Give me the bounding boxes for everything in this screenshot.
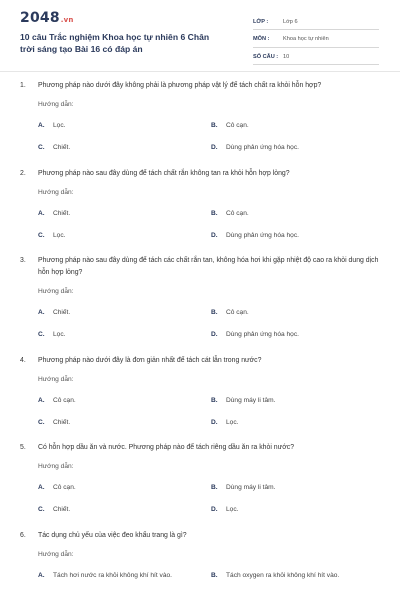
question-number: 5. xyxy=(20,444,26,451)
meta-label: MÔN : xyxy=(253,36,270,42)
page-header xyxy=(0,0,400,64)
option-d[interactable] xyxy=(211,142,384,154)
option-key: C. xyxy=(38,418,45,426)
option-b[interactable] xyxy=(211,482,384,494)
document-title: 10 câu Trắc nghiệm Khoa học tự nhiên 6 Chân trời sáng tạo Bài 16 có đáp án xyxy=(20,32,210,54)
question-header xyxy=(0,255,400,279)
option-key: C. xyxy=(38,331,45,338)
option-text: Cô cạn. xyxy=(226,122,249,129)
option-key: B. xyxy=(211,122,218,129)
question-item xyxy=(0,168,400,242)
answer-options xyxy=(0,208,400,242)
guide-label: Hướng dẫn: xyxy=(38,101,74,108)
option-b[interactable] xyxy=(211,208,384,220)
meta-row-count xyxy=(253,49,379,65)
option-text: Chiết. xyxy=(53,144,71,151)
guide-label: Hướng dẫn: xyxy=(38,288,74,295)
option-key: D. xyxy=(211,144,218,151)
option-text: Dùng phản ứng hóa học. xyxy=(226,331,299,338)
option-b[interactable] xyxy=(211,570,384,582)
option-d[interactable] xyxy=(211,417,384,429)
question-number: 4. xyxy=(20,356,26,364)
option-row xyxy=(38,395,400,407)
option-text: Lọc. xyxy=(53,231,66,239)
option-a[interactable] xyxy=(38,570,211,582)
meta-label: SỐ CÂU : xyxy=(253,53,279,60)
header-divider xyxy=(0,71,400,72)
option-key: A. xyxy=(38,209,45,217)
option-c[interactable] xyxy=(38,417,211,429)
option-text: Tách oxygen ra khỏi không khí hít vào. xyxy=(226,571,340,579)
question-text: Phương pháp nào sau đây dùng để tách các chất rắn tan, không hóa hơi khi gặp nhiệt độ cao ra khỏi dung dịch hỗn hợp lỏng? xyxy=(38,257,379,276)
option-a[interactable] xyxy=(38,208,211,220)
option-text: Cô cạn. xyxy=(226,209,249,217)
meta-value: Lớp 6 xyxy=(283,18,298,25)
guide-label: Hướng dẫn: xyxy=(38,463,74,470)
question-text: Phương pháp nào dưới đây không phải là phương pháp vật lý để tách chất ra khỏi hỗn hợp? xyxy=(38,82,322,89)
option-c[interactable] xyxy=(38,329,211,341)
meta-row-subject xyxy=(253,32,379,48)
option-row xyxy=(38,120,400,132)
option-row xyxy=(38,329,400,341)
option-a[interactable] xyxy=(38,307,211,319)
option-a[interactable] xyxy=(38,120,211,132)
option-text: Lọc. xyxy=(53,331,66,338)
logo-suffix: .vn xyxy=(60,16,74,24)
option-key: D. xyxy=(211,331,218,338)
meta-label: LỚP : xyxy=(253,18,269,25)
guide-label: Hướng dẫn: xyxy=(38,550,74,558)
meta-info xyxy=(253,14,379,67)
question-item xyxy=(0,80,400,154)
option-key: B. xyxy=(211,209,218,217)
option-key: A. xyxy=(38,122,45,129)
option-c[interactable] xyxy=(38,230,211,242)
question-item xyxy=(0,530,400,582)
site-logo[interactable] xyxy=(20,10,74,26)
question-item xyxy=(0,355,400,429)
question-header xyxy=(0,355,400,367)
option-text: Chiết. xyxy=(53,418,71,426)
option-text: Cô cạn. xyxy=(53,484,76,491)
option-a[interactable] xyxy=(38,395,211,407)
option-text: Tách hơi nước ra khỏi không khí hít vào. xyxy=(53,571,172,579)
meta-value: Khoa học tự nhiên xyxy=(283,36,329,42)
option-text: Chiết. xyxy=(53,309,71,316)
option-text: Dùng phản ứng hóa học. xyxy=(226,231,299,239)
meta-row-class xyxy=(253,14,379,30)
option-text: Lọc. xyxy=(226,506,239,513)
option-c[interactable] xyxy=(38,142,211,154)
option-key: C. xyxy=(38,231,45,239)
option-key: A. xyxy=(38,309,45,316)
option-text: Chiết. xyxy=(53,506,71,513)
option-row xyxy=(38,417,400,429)
question-text: Có hỗn hợp dầu ăn và nước. Phương pháp nào để tách riêng dầu ăn ra khỏi nước? xyxy=(38,444,295,451)
option-b[interactable] xyxy=(211,395,384,407)
answer-options xyxy=(0,570,400,582)
option-key: A. xyxy=(38,484,45,491)
option-text: Lọc. xyxy=(226,418,239,426)
question-number: 6. xyxy=(20,531,26,539)
option-row xyxy=(38,482,400,494)
question-list xyxy=(0,80,400,595)
option-d[interactable] xyxy=(211,504,384,516)
question-header xyxy=(0,168,400,180)
question-text: Phương pháp nào sau đây dùng để tách chất rắn không tan ra khỏi hỗn hợp lỏng? xyxy=(38,169,290,177)
option-key: D. xyxy=(211,231,218,239)
option-row xyxy=(38,307,400,319)
question-header xyxy=(0,442,400,454)
question-header xyxy=(0,80,400,92)
question-number: 3. xyxy=(20,257,26,264)
option-text: Cô cạn. xyxy=(53,396,76,404)
option-row xyxy=(38,504,400,516)
question-number: 1. xyxy=(20,82,26,89)
option-row xyxy=(38,208,400,220)
answer-options xyxy=(0,120,400,154)
option-text: Cô cạn. xyxy=(226,309,249,316)
guide-label: Hướng dẫn: xyxy=(38,375,74,383)
logo-text: 2048 xyxy=(20,10,60,26)
option-text: Dùng phản ứng hóa học. xyxy=(226,144,299,151)
option-row xyxy=(38,570,400,582)
option-key: B. xyxy=(211,484,218,491)
guide-label: Hướng dẫn: xyxy=(38,188,74,196)
answer-options xyxy=(0,395,400,429)
option-key: D. xyxy=(211,418,218,426)
option-key: B. xyxy=(211,309,218,316)
answer-options xyxy=(0,307,400,341)
option-key: A. xyxy=(38,571,45,579)
option-key: C. xyxy=(38,144,45,151)
option-d[interactable] xyxy=(211,329,384,341)
option-b[interactable] xyxy=(211,307,384,319)
option-text: Lọc. xyxy=(53,122,66,129)
meta-value: 10 xyxy=(283,53,290,60)
question-item xyxy=(0,442,400,516)
question-header xyxy=(0,530,400,542)
option-d[interactable] xyxy=(211,230,384,242)
option-key: D. xyxy=(211,506,218,513)
answer-options xyxy=(0,482,400,516)
question-text: Tác dụng chủ yếu của việc đeo khẩu trang là gì? xyxy=(38,531,187,539)
option-text: Dùng máy li tâm. xyxy=(226,484,276,491)
option-key: B. xyxy=(211,571,218,579)
option-key: B. xyxy=(211,396,218,404)
option-b[interactable] xyxy=(211,120,384,132)
question-number: 2. xyxy=(20,169,26,177)
option-text: Chiết. xyxy=(53,209,71,217)
option-row xyxy=(38,230,400,242)
option-row xyxy=(38,142,400,154)
question-item xyxy=(0,255,400,341)
option-c[interactable] xyxy=(38,504,211,516)
option-a[interactable] xyxy=(38,482,211,494)
question-text: Phương pháp nào dưới đây là đơn giản nhất để tách cát lẫn trong nước? xyxy=(38,356,262,364)
option-key: C. xyxy=(38,506,45,513)
option-text: Dùng máy li tâm. xyxy=(226,396,276,404)
option-key: A. xyxy=(38,396,45,404)
